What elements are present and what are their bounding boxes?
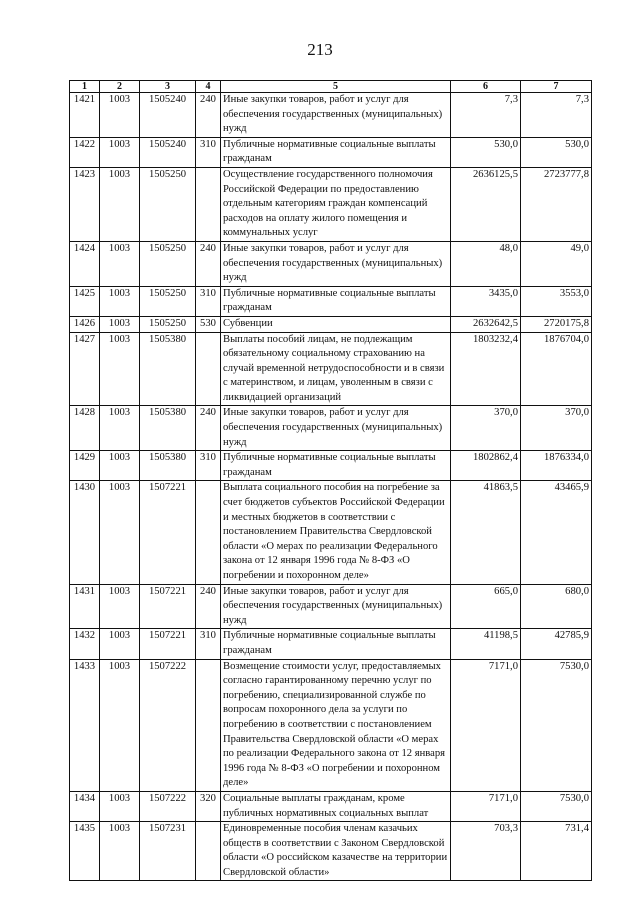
amount-year-2: 2723777,8 — [521, 167, 592, 241]
section-code: 1003 — [100, 167, 140, 241]
expense-type-code: 310 — [196, 137, 221, 167]
amount-year-2: 370,0 — [521, 406, 592, 451]
target-article-code: 1507222 — [140, 791, 196, 821]
amount-year-1: 7171,0 — [451, 659, 521, 791]
row-description: Субвенции — [221, 316, 451, 332]
section-code: 1003 — [100, 584, 140, 629]
row-description: Иные закупки товаров, работ и услуг для обеспечения государственных (муниципальных) нужд — [221, 406, 451, 451]
table-row — [70, 451, 592, 481]
expense-type-code — [196, 167, 221, 241]
table-row — [70, 659, 592, 791]
row-number: 1421 — [70, 93, 100, 138]
target-article-code: 1505380 — [140, 332, 196, 406]
row-number: 1424 — [70, 241, 100, 286]
row-number: 1428 — [70, 406, 100, 451]
row-description: Социальные выплаты гражданам, кроме публичных нормативных социальных выплат — [221, 791, 451, 821]
amount-year-1: 7171,0 — [451, 791, 521, 821]
page-number: 213 — [307, 40, 333, 59]
column-header: 2 — [100, 81, 140, 93]
amount-year-2: 2720175,8 — [521, 316, 592, 332]
row-number: 1432 — [70, 629, 100, 659]
expense-type-code — [196, 332, 221, 406]
expense-type-code — [196, 481, 221, 584]
section-code: 1003 — [100, 286, 140, 316]
row-number: 1426 — [70, 316, 100, 332]
section-code: 1003 — [100, 822, 140, 881]
column-header: 3 — [140, 81, 196, 93]
row-number: 1422 — [70, 137, 100, 167]
table-row — [70, 791, 592, 821]
row-number: 1431 — [70, 584, 100, 629]
target-article-code: 1507222 — [140, 659, 196, 791]
row-number: 1435 — [70, 822, 100, 881]
row-description: Единовременные пособия членам казачьих обществ в соответствии с Законом Свердловской области «О российском казачестве на территории Свердловской области» — [221, 822, 451, 881]
target-article-code: 1507221 — [140, 629, 196, 659]
expense-type-code — [196, 659, 221, 791]
section-code: 1003 — [100, 791, 140, 821]
column-header: 7 — [521, 81, 592, 93]
row-description: Иные закупки товаров, работ и услуг для обеспечения государственных (муниципальных) нужд — [221, 93, 451, 138]
row-description: Публичные нормативные социальные выплаты гражданам — [221, 137, 451, 167]
target-article-code: 1505240 — [140, 93, 196, 138]
amount-year-2: 1876334,0 — [521, 451, 592, 481]
row-description: Выплаты пособий лицам, не подлежащим обязательному социальному страхованию на случай временной нетрудоспособности и в связи с материнством, и лицам, уволенным в связи с ликвидацией организаций — [221, 332, 451, 406]
amount-year-1: 530,0 — [451, 137, 521, 167]
row-number: 1434 — [70, 791, 100, 821]
amount-year-1: 665,0 — [451, 584, 521, 629]
amount-year-2: 680,0 — [521, 584, 592, 629]
target-article-code: 1505380 — [140, 451, 196, 481]
column-header: 6 — [451, 81, 521, 93]
target-article-code: 1507231 — [140, 822, 196, 881]
amount-year-2: 1876704,0 — [521, 332, 592, 406]
amount-year-1: 1802862,4 — [451, 451, 521, 481]
target-article-code: 1505240 — [140, 137, 196, 167]
row-description: Иные закупки товаров, работ и услуг для обеспечения государственных (муниципальных) нужд — [221, 584, 451, 629]
amount-year-2: 7530,0 — [521, 659, 592, 791]
amount-year-1: 2636125,5 — [451, 167, 521, 241]
row-description: Публичные нормативные социальные выплаты гражданам — [221, 629, 451, 659]
row-description: Публичные нормативные социальные выплаты гражданам — [221, 286, 451, 316]
amount-year-2: 731,4 — [521, 822, 592, 881]
amount-year-2: 7530,0 — [521, 791, 592, 821]
amount-year-2: 43465,9 — [521, 481, 592, 584]
expense-type-code: 310 — [196, 286, 221, 316]
amount-year-1: 3435,0 — [451, 286, 521, 316]
expense-type-code: 240 — [196, 93, 221, 138]
table-row — [70, 286, 592, 316]
amount-year-1: 48,0 — [451, 241, 521, 286]
table-row — [70, 316, 592, 332]
expense-type-code: 240 — [196, 584, 221, 629]
column-header: 4 — [196, 81, 221, 93]
budget-table — [69, 80, 592, 881]
expense-type-code: 310 — [196, 451, 221, 481]
row-number: 1427 — [70, 332, 100, 406]
row-number: 1429 — [70, 451, 100, 481]
expense-type-code: 240 — [196, 406, 221, 451]
target-article-code: 1505380 — [140, 406, 196, 451]
expense-type-code: 310 — [196, 629, 221, 659]
section-code: 1003 — [100, 481, 140, 584]
amount-year-1: 370,0 — [451, 406, 521, 451]
section-code: 1003 — [100, 629, 140, 659]
table-row — [70, 584, 592, 629]
column-number-row — [70, 81, 592, 93]
target-article-code: 1507221 — [140, 584, 196, 629]
amount-year-1: 41863,5 — [451, 481, 521, 584]
table-row — [70, 93, 592, 138]
row-number: 1433 — [70, 659, 100, 791]
row-number: 1430 — [70, 481, 100, 584]
target-article-code: 1505250 — [140, 167, 196, 241]
amount-year-2: 7,3 — [521, 93, 592, 138]
amount-year-1: 1803232,4 — [451, 332, 521, 406]
section-code: 1003 — [100, 332, 140, 406]
section-code: 1003 — [100, 137, 140, 167]
amount-year-2: 530,0 — [521, 137, 592, 167]
target-article-code: 1505250 — [140, 241, 196, 286]
section-code: 1003 — [100, 316, 140, 332]
table-row — [70, 137, 592, 167]
table-row — [70, 167, 592, 241]
target-article-code: 1505250 — [140, 316, 196, 332]
section-code: 1003 — [100, 451, 140, 481]
row-description: Выплата социального пособия на погребение за счет бюджетов субъектов Российской Федерации и местных бюджетов в соответствии с постановлением Правительства Свердловской области «О мерах по реализации Федерального закона от 12 января 1996 года № 8-ФЗ «О погребении и похоронном деле» — [221, 481, 451, 584]
section-code: 1003 — [100, 659, 140, 791]
target-article-code: 1505250 — [140, 286, 196, 316]
row-description: Иные закупки товаров, работ и услуг для обеспечения государственных (муниципальных) нужд — [221, 241, 451, 286]
table-row — [70, 332, 592, 406]
row-description: Публичные нормативные социальные выплаты гражданам — [221, 451, 451, 481]
column-header: 5 — [221, 81, 451, 93]
section-code: 1003 — [100, 406, 140, 451]
amount-year-1: 7,3 — [451, 93, 521, 138]
expense-type-code: 320 — [196, 791, 221, 821]
amount-year-2: 49,0 — [521, 241, 592, 286]
column-header: 1 — [70, 81, 100, 93]
target-article-code: 1507221 — [140, 481, 196, 584]
row-number: 1425 — [70, 286, 100, 316]
amount-year-1: 2632642,5 — [451, 316, 521, 332]
row-description: Возмещение стоимости услуг, предоставляемых согласно гарантированному перечню услуг по погребению, специализированной службе по вопросам похоронного дела за услуги по погребению в соответствии с постановлением Правительства Свердловской области «О мерах по реализации Федерального закона от 12 января 1996 года № 8-ФЗ «О погребении и похоронном деле» — [221, 659, 451, 791]
table-row — [70, 241, 592, 286]
expense-type-code: 240 — [196, 241, 221, 286]
expense-type-code — [196, 822, 221, 881]
amount-year-1: 41198,5 — [451, 629, 521, 659]
expense-type-code: 530 — [196, 316, 221, 332]
row-description: Осуществление государственного полномочия Российской Федерации по предоставлению отдельным категориям граждан компенсаций расходов на оплату жилого помещения и коммунальных услуг — [221, 167, 451, 241]
section-code: 1003 — [100, 241, 140, 286]
amount-year-2: 42785,9 — [521, 629, 592, 659]
section-code: 1003 — [100, 93, 140, 138]
table-row — [70, 481, 592, 584]
row-number: 1423 — [70, 167, 100, 241]
table-row — [70, 406, 592, 451]
table-row — [70, 629, 592, 659]
amount-year-1: 703,3 — [451, 822, 521, 881]
table-row — [70, 822, 592, 881]
amount-year-2: 3553,0 — [521, 286, 592, 316]
